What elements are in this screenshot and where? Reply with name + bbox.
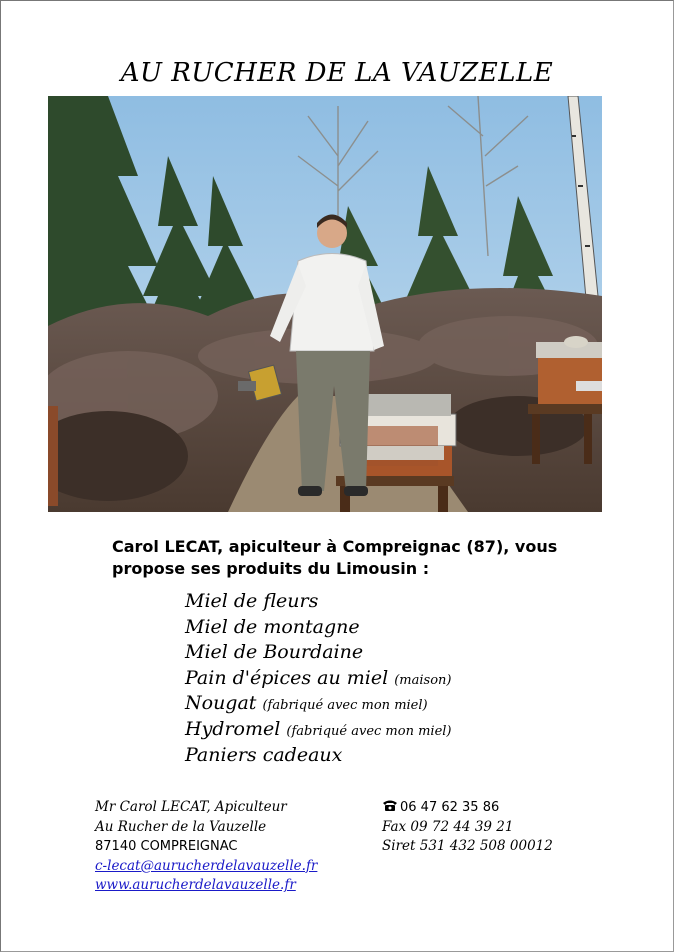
contact-name: Mr Carol LECAT, Apiculteur	[95, 799, 287, 815]
product-name: Hydromel	[185, 717, 281, 740]
product-item	[185, 640, 605, 666]
contact-address: 87140 COMPREIGNAC	[95, 839, 238, 855]
product-item	[185, 743, 605, 769]
telephone-icon	[382, 798, 400, 818]
beekeeper-photo	[48, 96, 602, 512]
product-item	[185, 589, 605, 615]
product-name: Pain d'épices au miel	[185, 666, 389, 689]
product-name: Nougat	[185, 692, 257, 715]
intro-line-2: propose ses produits du Limousin :	[112, 559, 430, 578]
contact-address-block	[95, 798, 317, 896]
phone-number: 06 47 62 35 86	[400, 800, 500, 815]
email-link[interactable]: c-lecat@aurucherdelavauzelle.fr	[95, 857, 318, 874]
contact-business: Au Rucher de la Vauzelle	[95, 818, 267, 835]
fax-number: Fax 09 72 44 39 21	[382, 818, 514, 835]
product-item	[185, 691, 605, 717]
website-link[interactable]: www.aurucherdelavauzelle.fr	[95, 877, 296, 894]
product-note: (maison)	[394, 672, 452, 688]
siret-number: Siret 531 432 508 00012	[382, 838, 553, 855]
product-name: Paniers cadeaux	[185, 743, 343, 766]
product-item	[185, 615, 605, 641]
intro-line-1: Carol LECAT, apiculteur à Compreignac (87), vous	[112, 537, 558, 556]
product-name: Miel de Bourdaine	[185, 641, 364, 664]
product-note: (fabriqué avec mon miel)	[262, 698, 428, 714]
phone-line	[382, 798, 553, 818]
intro-text	[112, 536, 592, 580]
product-item	[185, 717, 605, 743]
product-list	[185, 589, 605, 768]
page-title: AU RUCHER DE LA VAUZELLE	[120, 58, 554, 88]
product-note: (fabriqué avec mon miel)	[286, 723, 452, 739]
telephone-icon-glyph	[382, 799, 398, 811]
product-item	[185, 666, 605, 692]
product-name: Miel de fleurs	[185, 590, 319, 612]
contact-numbers-block	[382, 798, 553, 857]
beekeeper-photo-illustration	[48, 96, 602, 512]
product-name: Miel de montagne	[185, 615, 360, 638]
